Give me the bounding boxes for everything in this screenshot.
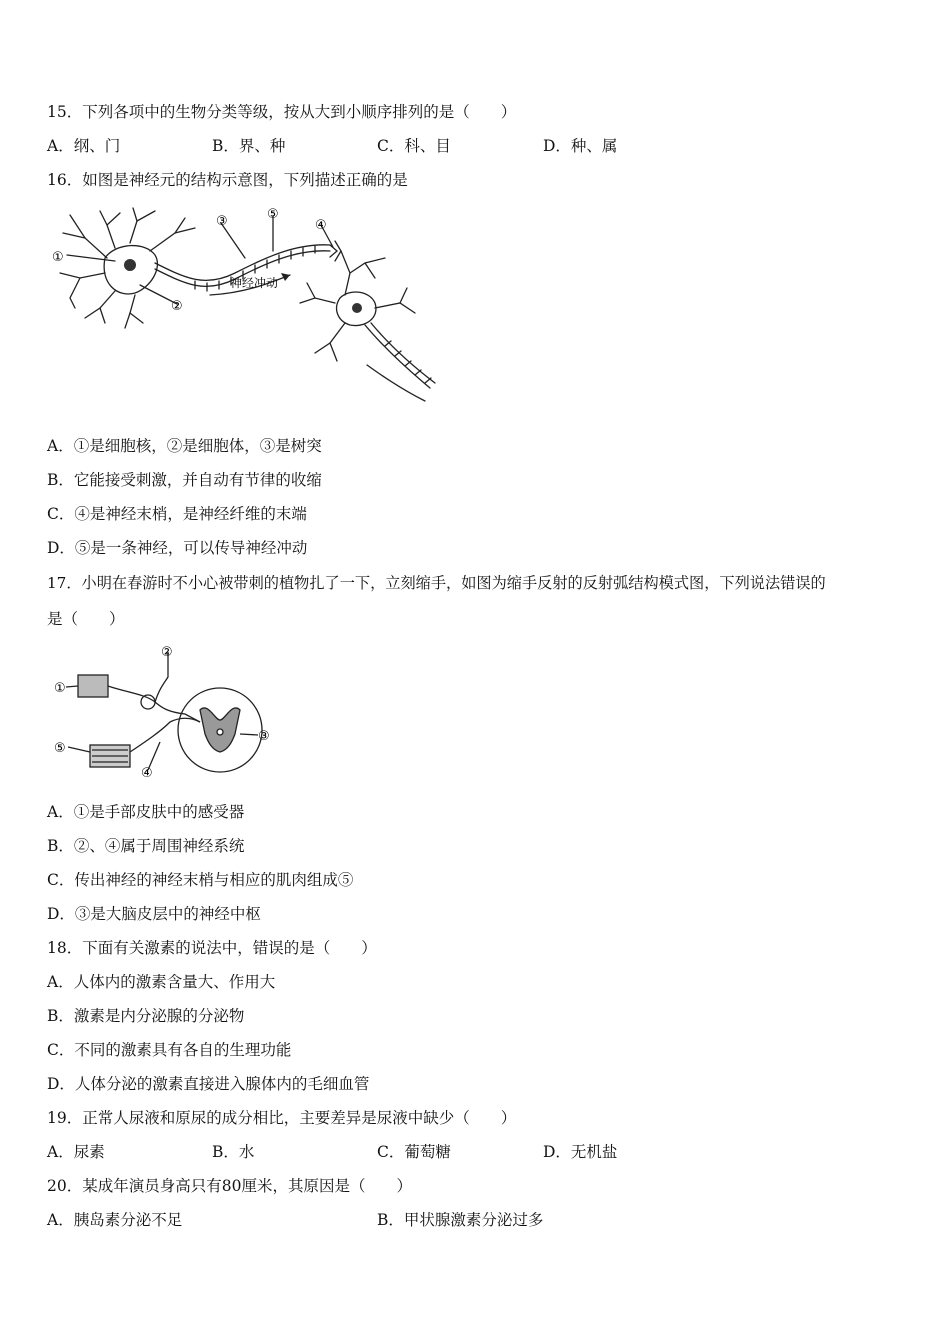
q20-option-a[interactable]: A．胰岛素分泌不足 bbox=[47, 1211, 183, 1229]
q20-stem: 20．某成年演员身高只有80厘米，其原因是（ ） bbox=[47, 1177, 412, 1195]
q15-stem: 15．下列各项中的生物分类等级，按从大到小顺序排列的是（ ） bbox=[47, 103, 517, 121]
reflex-label-3: ③ bbox=[258, 729, 270, 744]
q20-option-b[interactable]: B．甲状腺激素分泌过多 bbox=[377, 1211, 544, 1229]
q18-option-b[interactable]: B．激素是内分泌腺的分泌物 bbox=[47, 1007, 245, 1025]
q19-stem: 19．正常人尿液和原尿的成分相比，主要差异是尿液中缺少（ ） bbox=[47, 1109, 517, 1127]
q18-option-c[interactable]: C．不同的激素具有各自的生理功能 bbox=[47, 1041, 292, 1059]
q18-stem: 18．下面有关激素的说法中，错误的是（ ） bbox=[47, 939, 377, 957]
q18-option-a[interactable]: A．人体内的激素含量大、作用大 bbox=[47, 973, 276, 991]
q16-stem: 16．如图是神经元的结构示意图，下列描述正确的是 bbox=[47, 171, 408, 189]
q17-stem-line1: 17．小明在春游时不小心被带刺的植物扎了一下，立刻缩手，如图为缩手反射的反射弧结构模式图，下列说法错误的 bbox=[47, 574, 826, 592]
q16-option-b[interactable]: B．它能接受刺激，并自动有节律的收缩 bbox=[47, 471, 322, 489]
q17-option-b[interactable]: B．②、④属于周围神经系统 bbox=[47, 837, 245, 855]
neuron-label-4: ④ bbox=[315, 218, 327, 233]
q17-option-a[interactable]: A．①是手部皮肤中的感受器 bbox=[47, 803, 245, 821]
q19-option-c[interactable]: C．葡萄糖 bbox=[377, 1143, 451, 1161]
q15-option-c[interactable]: C．科、目 bbox=[377, 137, 451, 155]
reflex-label-5: ⑤ bbox=[54, 741, 66, 756]
q15-option-b[interactable]: B．界、种 bbox=[212, 137, 286, 155]
neuron-label-1: ① bbox=[52, 250, 64, 265]
q17-stem-line2: 是（ ） bbox=[47, 610, 125, 628]
q16-option-c[interactable]: C．④是神经末梢，是神经纤维的末端 bbox=[47, 505, 307, 523]
q18-option-d[interactable]: D．人体分泌的激素直接进入腺体内的毛细血管 bbox=[47, 1075, 370, 1093]
neuron-label-5: ⑤ bbox=[267, 207, 279, 222]
reflex-arc-diagram bbox=[50, 642, 275, 782]
q16-option-a[interactable]: A．①是细胞核，②是细胞体，③是树突 bbox=[47, 437, 322, 455]
reflex-label-1: ① bbox=[54, 681, 66, 696]
q19-option-d[interactable]: D．无机盐 bbox=[543, 1143, 618, 1161]
nucleus-icon bbox=[124, 259, 136, 271]
reflex-label-4: ④ bbox=[141, 766, 153, 781]
neuron-label-3: ③ bbox=[216, 214, 228, 229]
q17-option-d[interactable]: D．③是大脑皮层中的神经中枢 bbox=[47, 905, 261, 923]
neuron-diagram bbox=[45, 203, 440, 408]
q16-option-d[interactable]: D．⑤是一条神经，可以传导神经冲动 bbox=[47, 539, 308, 557]
q15-option-a[interactable]: A．纲、门 bbox=[47, 137, 121, 155]
impulse-label: 神经冲动 bbox=[230, 276, 279, 290]
q15-option-d[interactable]: D．种、属 bbox=[543, 137, 618, 155]
neuron-label-2: ② bbox=[171, 299, 183, 314]
q19-option-a[interactable]: A．尿素 bbox=[47, 1143, 105, 1161]
q19-option-b[interactable]: B．水 bbox=[212, 1143, 255, 1161]
q17-option-c[interactable]: C．传出神经的神经末梢与相应的肌肉组成⑤ bbox=[47, 871, 354, 889]
reflex-label-2: ② bbox=[161, 645, 173, 660]
